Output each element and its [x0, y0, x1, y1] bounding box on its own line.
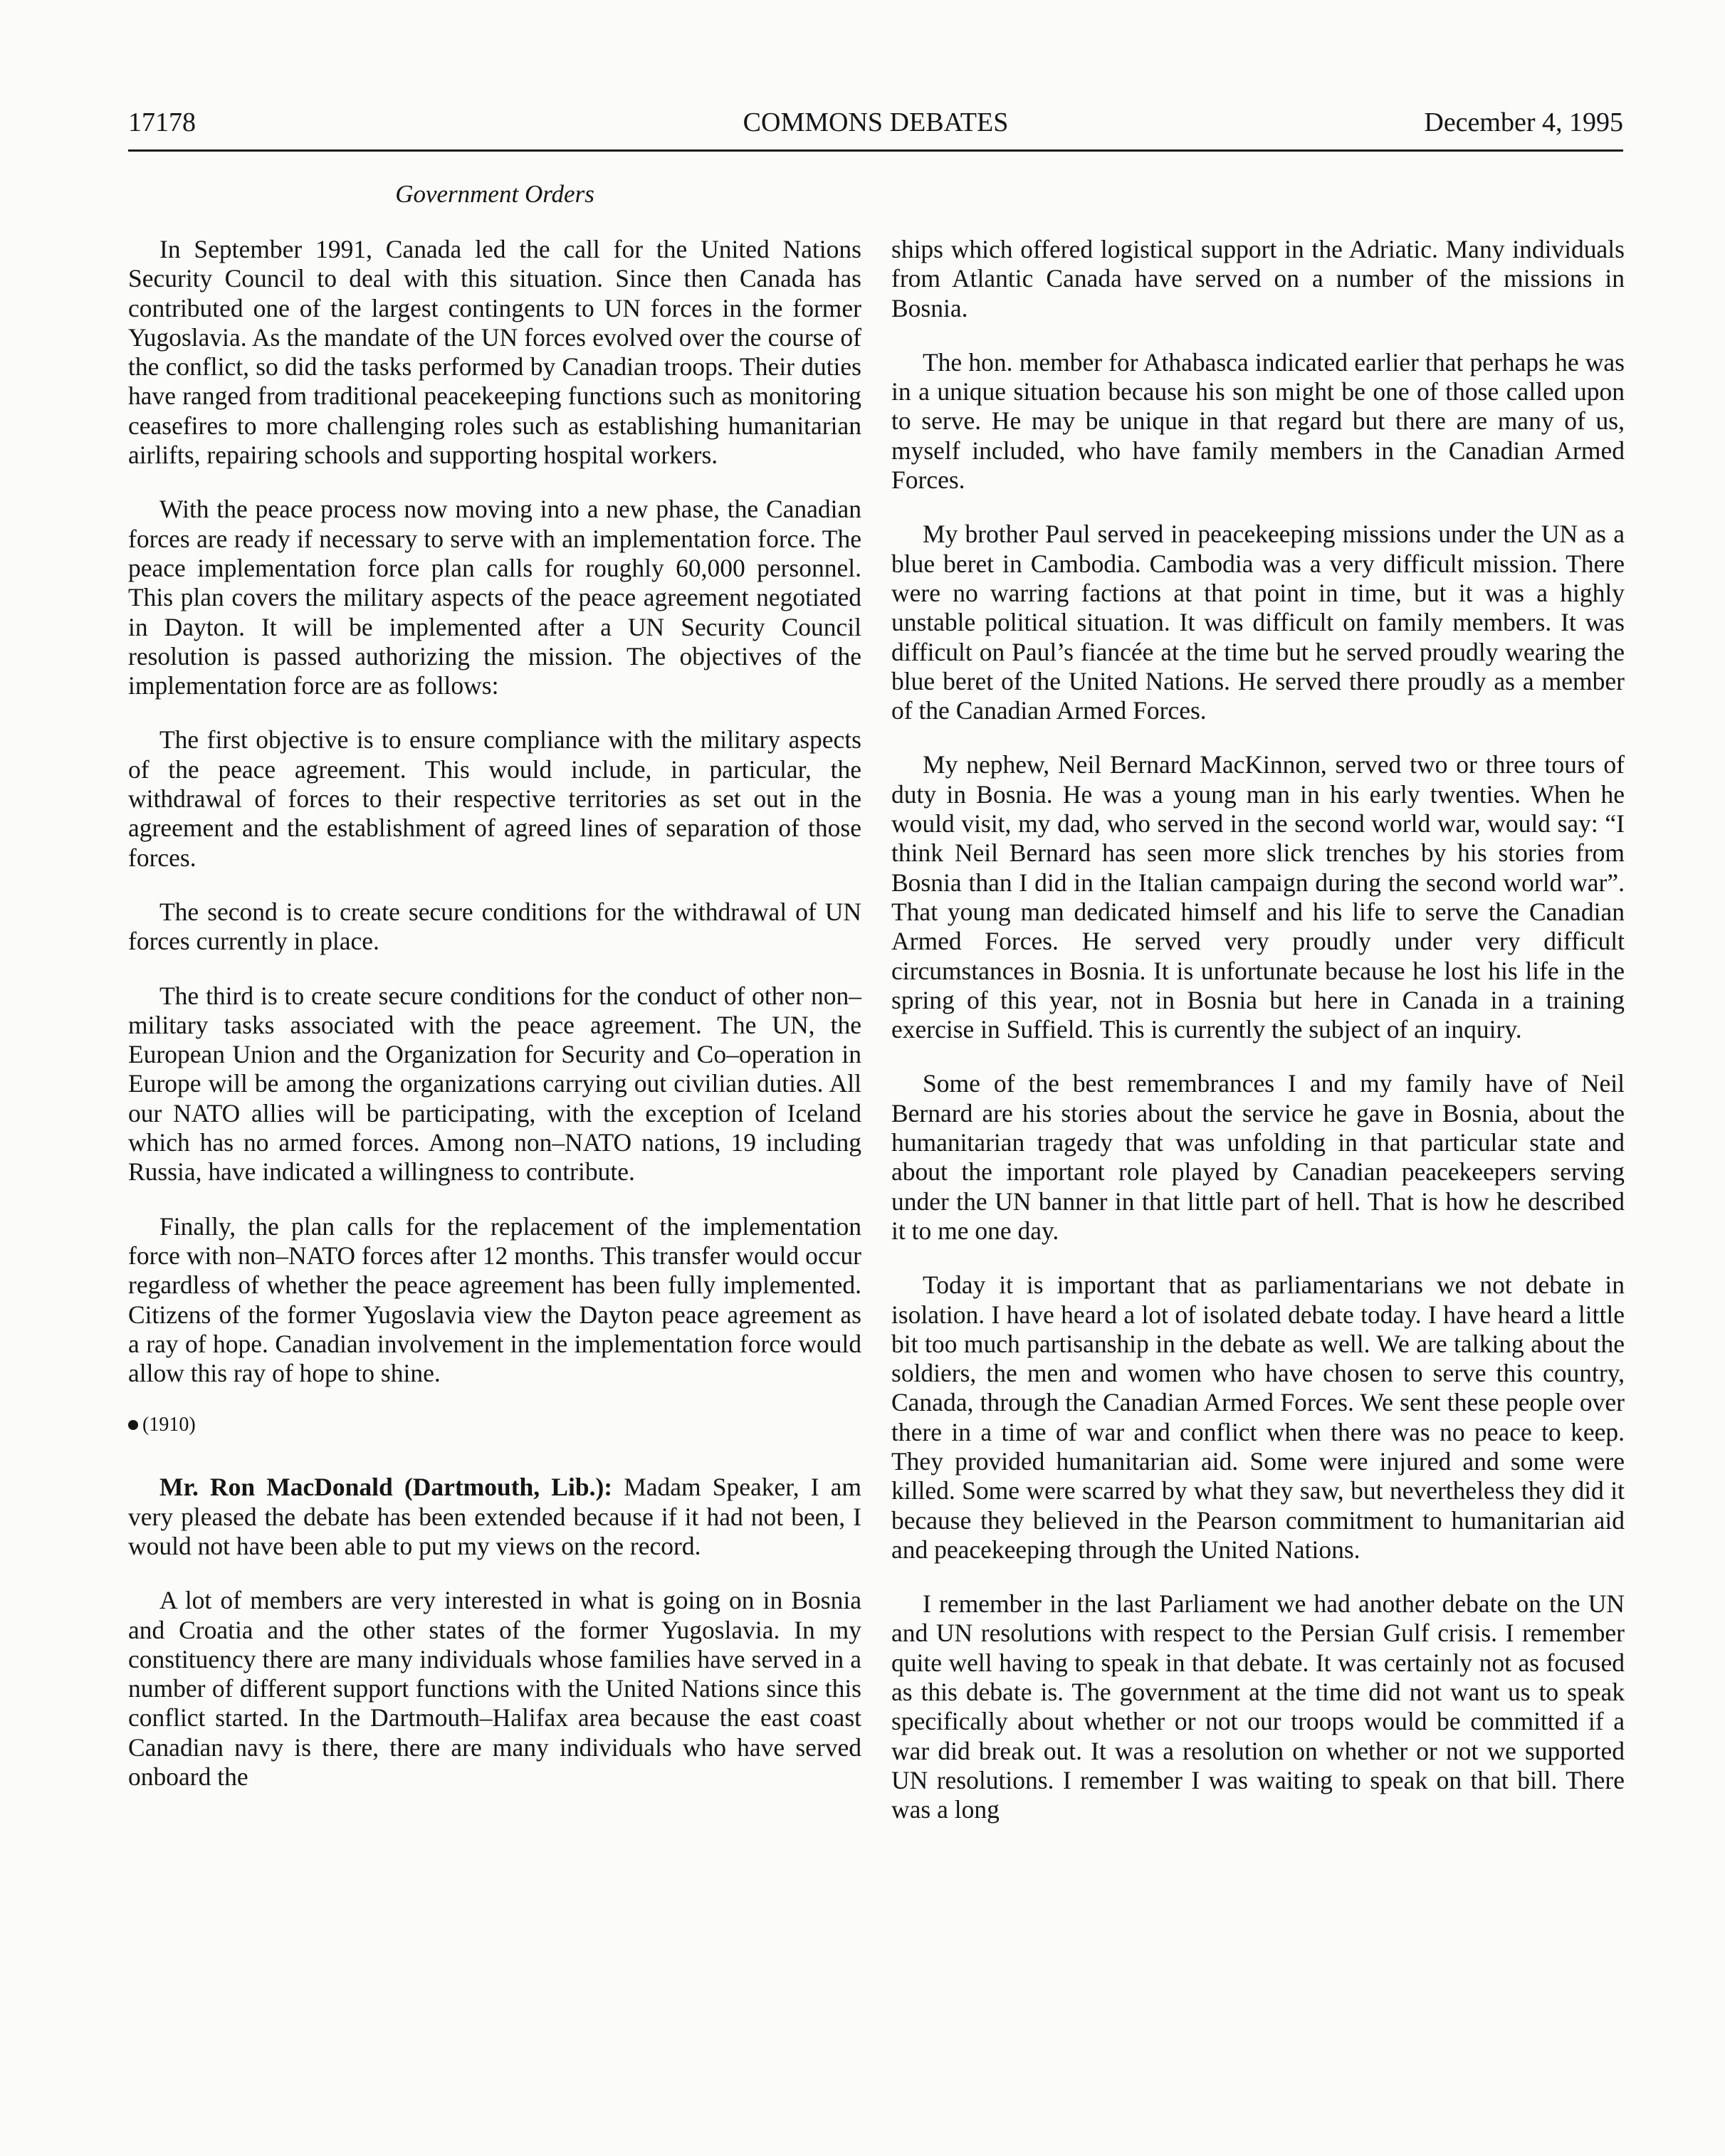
speaker-name: Mr. Ron MacDonald (Dartmouth, Lib.):: [159, 1473, 613, 1502]
paragraph: With the peace process now moving into a new phase, the Canadian forces are ready if necessary to serve with an implementation force. The peace implementation force plan calls for roughly 60,000 personnel. This plan covers the military aspects of the peace agreement negotiated in Dayton. It will be implemented after a UN Security Council resolution is passed authorizing the mission. The objectives of the implementation force are as follows:: [128, 495, 861, 700]
speaker-paragraph: [128, 1473, 861, 1561]
page-number: 17178: [128, 107, 196, 137]
paragraph: My nephew, Neil Bernard MacKinnon, served two or three tours of duty in Bosnia. He was a young man in his early twenties. When he would visit, my dad, who served in the second world war, would say: “I think Neil Bernard has seen more slick trenches by his stories from Bosnia than I did in the Italian campaign during the second world war”. That young man dedicated himself and his life to serve the Canadian Armed Forces. He served very proudly under very difficult circumstances in Bosnia. It is unfortunate because he lost his life in the spring of this year, not in Bosnia but here in Canada in a training exercise in Suffield. This is currently the subject of an inquiry.: [891, 750, 1625, 1044]
header-rule: [128, 149, 1623, 152]
timestamp-text: (1910): [142, 1414, 196, 1436]
paragraph: I remember in the last Parliament we had another debate on the UN and UN resolutions with respect to the Persian Gulf crisis. I remember quite well having to speak in that debate. It was certainly not as focused as this debate is. The government at the time did not want us to speak specifically about whether or not our troops would be committed if a war did break out. It was a resolution on whether or not we supported UN resolutions. I remember I was waiting to speak on that bill. There was a long: [891, 1589, 1625, 1824]
left-column: [128, 235, 861, 1792]
timestamp: [128, 1413, 861, 1437]
right-column: [891, 235, 1625, 1825]
section-label: Government Orders: [395, 180, 594, 208]
bullet-icon: [128, 1420, 138, 1430]
paragraph: Today it is important that as parliamentarians we not debate in isolation. I have heard a lot of isolated debate today. I have heard a little bit too much partisanship in the debate as well. We are talking about the soldiers, the men and women who have chosen to serve this country, Canada, through the Canadian Armed Forces. We sent these people over there in a time of war and conflict when there was no peace to keep. They provided humanitarian aid. Some were injured and some were killed. Some were scarred by what they saw, but nevertheless they did it because they believed in the Pearson commitment to humanitarian aid and peacekeeping through the United Nations.: [891, 1271, 1625, 1564]
paragraph: Finally, the plan calls for the replacement of the implementation force with non–NATO forces after 12 months. This transfer would occur regardless of whether the peace agreement has been fully implemented. Citizens of the former Yugoslavia view the Dayton peace agreement as a ray of hope. Canadian involvement in the implementation force would allow this ray of hope to shine.: [128, 1211, 861, 1388]
paragraph: The second is to create secure conditions for the withdrawal of UN forces currently in place.: [128, 897, 861, 956]
paragraph-continued: ships which offered logistical support in the Adriatic. Many individuals from Atlantic Canada have served on a number of the missions in Bosnia.: [891, 235, 1625, 322]
publication-date: December 4, 1995: [1424, 107, 1623, 137]
paragraph: The first objective is to ensure compliance with the military aspects of the peace agreement. This would include, in particular, the withdrawal of forces to their respective territories as set out in the agreement and the establishment of agreed lines of separation of those forces.: [128, 725, 861, 872]
paragraph: My brother Paul served in peacekeeping missions under the UN as a blue beret in Cambodia. Cambodia was a very difficult mission. There were no warring factions at that point in time, but it was a highly unstable political situation. It was difficult on family members. It was difficult on Paul’s fiancée at the time but he served proudly wearing the blue beret of the United Nations. He served there proudly as a member of the Canadian Armed Forces.: [891, 520, 1625, 725]
paragraph: A lot of members are very interested in what is going on in Bosnia and Croatia and the other states of the former Yugoslavia. In my constituency there are many individuals whose families have served in a number of different support functions with the United Nations since this conflict started. In the Dartmouth–Halifax area because the east coast Canadian navy is there, there are many individuals who have served onboard the: [128, 1586, 861, 1792]
paragraph: The third is to create secure conditions for the conduct of other non–military tasks associated with the peace agreement. The UN, the European Union and the Organization for Security and Co–operation in Europe will be among the organizations carrying out civilian duties. All our NATO allies will be participating, with the exception of Iceland which has no armed forces. Among non–NATO nations, 19 including Russia, have indicated a willingness to contribute.: [128, 981, 861, 1187]
page-header: [128, 107, 1623, 149]
paragraph: The hon. member for Athabasca indicated earlier that perhaps he was in a unique situation because his son might be one of those called upon to serve. He may be unique in that regard but there are many of us, myself included, who have family members in the Canadian Armed Forces.: [891, 347, 1625, 495]
speaker-text: Madam Speaker, I am very pleased the debate has been extended because if it had not been, I would not have been able to put my views on the record.: [128, 1473, 862, 1560]
paragraph: In September 1991, Canada led the call for the United Nations Security Council to deal with this situation. Since then Canada has contributed one of the largest contingents to UN forces in the former Yugoslavia. As the mandate of the UN forces evolved over the course of the conflict, so did the tasks performed by Canadian troops. Their duties have ranged from traditional peacekeeping functions such as monitoring ceasefires to more challenging roles such as establishing humanitarian airlifts, repairing schools and supporting hospital workers.: [128, 235, 861, 470]
paragraph: Some of the best remembrances I and my family have of Neil Bernard are his stories about the service he gave in Bosnia, about the humanitarian tragedy that was unfolding in that particular state and about the important role played by Canadian peacekeepers serving under the UN banner in that little part of hell. That is how he described it to me one day.: [891, 1069, 1625, 1245]
publication-title: COMMONS DEBATES: [743, 107, 1009, 137]
